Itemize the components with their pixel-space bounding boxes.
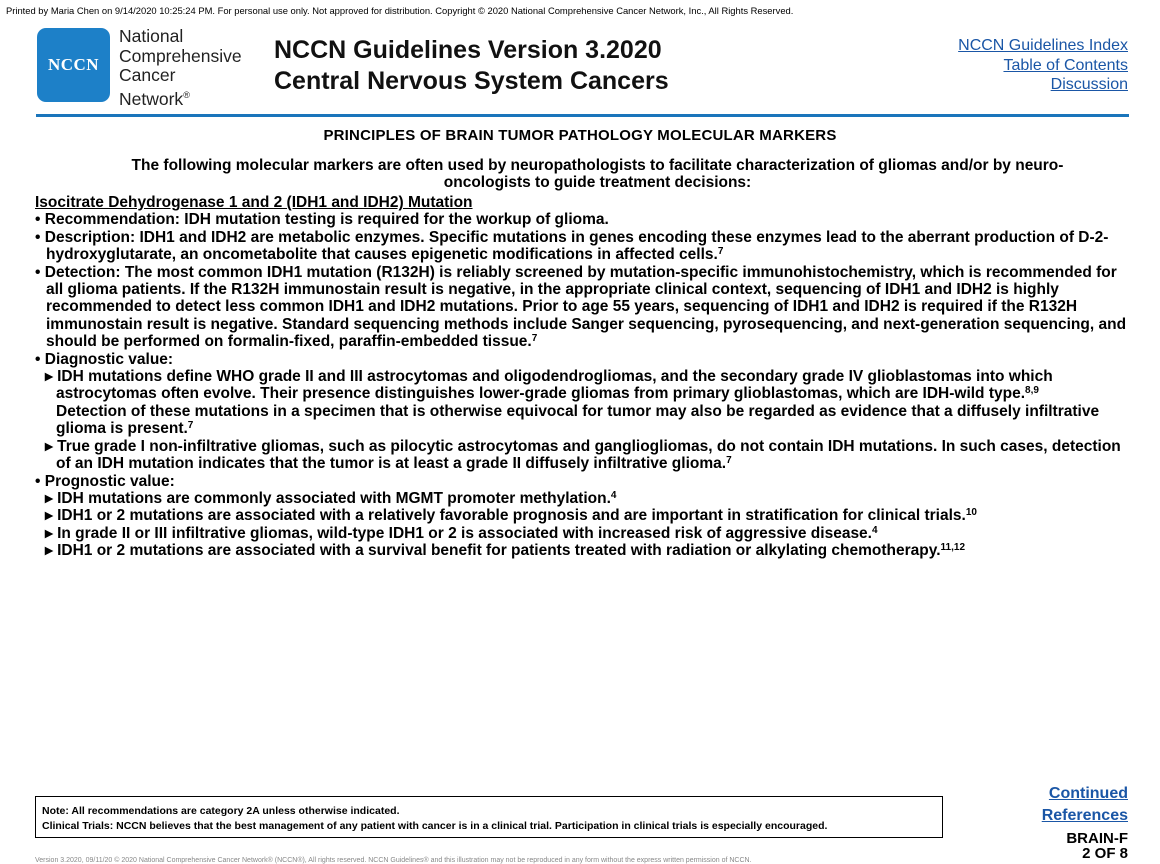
prognostic-item-1 [35, 490, 1135, 507]
note-clinical-trials: Clinical Trials: NCCN believes that the best management of any patient with cancer is in a clinical trial. Participation in clinical trials is especially encouraged. [42, 820, 828, 832]
logo-text: NCCN [47, 55, 100, 74]
title-topic: Central Nervous System Cancers [274, 67, 669, 95]
diagnostic-text-2: True grade I non-infiltrative gliomas, such as pilocytic astrocytomas and gangliogliomas, do not contain IDH mutations. In such cases, detection of an IDH mutation indicates that the tumor is at least a grade II diffusely infiltrative glioma. [56, 437, 1121, 473]
bullet-icon: • [35, 263, 41, 281]
detection-text: Detection: The most common IDH1 mutation (R132H) is reliably screened by mutation-specific immunohistochemistry, which is recommended for all glioma patients. If the R132H immunostain result is negative, in the appropriate clinical context, sequencing of IDH1 and IDH2 is highly recommended to detect less common IDH1 and IDH2 mutations. Prior to age 55 years, sequencing of IDH1 and IDH2 is required if the R132H immunostain result is negative. Standard sequencing methods include Sanger sequencing, pyrosequencing, and next-generation sequencing, and should be performed on formalin-fixed, paraffin-embedded tissue. [44, 263, 1127, 351]
prognostic-label-text: Prognostic value: [44, 472, 175, 490]
prognostic-item-2 [35, 507, 1135, 524]
bullet-icon: • [35, 211, 41, 229]
registered-mark: ® [183, 89, 190, 100]
reference-superscript: 8,9 [1025, 385, 1039, 397]
note-box [35, 796, 943, 838]
main-content [35, 194, 1135, 560]
reference-superscript: 4 [610, 489, 617, 501]
diagnostic-label [35, 351, 1135, 368]
reference-superscript: 11,12 [940, 542, 966, 554]
arrow-bullet-icon: ▸ [45, 437, 53, 455]
prognostic-text-2: IDH1 or 2 mutations are associated with a relatively favorable prognosis and are important in stratification for clinical trials. [57, 507, 966, 525]
print-notice: Printed by Maria Chen on 9/14/2020 10:25:24 PM. For personal use only. Not approved for distribution. Copyright © 2020 National Comprehensive Cancer Network, Inc., All Rights Reserved. [6, 5, 794, 16]
arrow-bullet-icon: ▸ [45, 489, 53, 507]
org-line-3: Cancer [119, 65, 176, 85]
recommendation-item [35, 211, 1135, 228]
reference-superscript: 10 [965, 507, 977, 519]
arrow-bullet-icon: ▸ [45, 542, 53, 560]
description-text: Description: IDH1 and IDH2 are metabolic enzymes. Specific mutations in genes encoding these enzymes lead to the aberrant production of D-2-hydroxyglutarate, an oncometabolite that causes epigenetic modifications in affected cells. [44, 228, 1109, 264]
copyright-footer: Version 3.2020, 09/11/20 © 2020 National Comprehensive Cancer Network® (NCCN®), All rights reserved. NCCN Guidelines® and this illustration may not be reproduced in any form without the express written permission of NCCN. [35, 857, 752, 864]
diagnostic-item-2 [35, 438, 1135, 473]
organization-name [119, 27, 242, 109]
continued-link[interactable]: Continued [1048, 785, 1128, 802]
prognostic-item-3 [35, 525, 1135, 542]
org-line-4 [119, 86, 242, 109]
idh-subheading: Isocitrate Dehydrogenase 1 and 2 (IDH1 and IDH2) Mutation [35, 194, 473, 211]
detection-item [35, 264, 1135, 351]
references-link[interactable]: References [1041, 807, 1128, 824]
diagnostic-text-1b: Detection of these mutations in a specimen that is otherwise equivocal for tumor may also be regarded as evidence that a diffusely infiltrative glioma is present. [56, 402, 1100, 438]
reference-superscript: 4 [872, 524, 878, 536]
guideline-title [274, 35, 669, 97]
prognostic-text-1: IDH mutations are commonly associated with MGMT promoter methylation. [57, 489, 611, 507]
arrow-bullet-icon: ▸ [45, 368, 53, 386]
bullet-icon: • [35, 350, 41, 368]
prognostic-text-3: In grade II or III infiltrative gliomas, wild-type IDH1 or 2 is associated with increased risk of aggressive disease. [57, 524, 872, 542]
reference-superscript: 7 [187, 420, 194, 432]
nccn-logo [37, 28, 110, 102]
footer-nav [1042, 783, 1128, 827]
arrow-bullet-icon: ▸ [45, 507, 53, 525]
org-line-4-text: Network [119, 88, 184, 109]
bullet-icon: • [35, 228, 41, 246]
reference-superscript: 7 [717, 246, 724, 258]
page-identifier [1066, 831, 1128, 861]
guidelines-index-link[interactable]: NCCN Guidelines Index [958, 37, 1128, 54]
table-of-contents-link[interactable]: Table of Contents [1003, 56, 1128, 74]
prognostic-label [35, 473, 1135, 490]
diagnostic-text-1a: IDH mutations define WHO grade II and III astrocytomas and oligodendrogliomas, and the secondary grade IV glioblastomas into which astrocytomas often evolve. Their presence distinguishes lower-grade gliomas from primary glioblastomas, which are IDH-wild type. [56, 368, 1053, 403]
header-nav [958, 36, 1128, 95]
reference-superscript: 7 [726, 455, 732, 467]
header-divider [36, 114, 1129, 117]
discussion-link[interactable]: Discussion [1050, 76, 1128, 94]
diagnostic-label-text: Diagnostic value: [44, 350, 174, 368]
diagnostic-item-1 [35, 368, 1135, 438]
org-line-1: National [119, 26, 184, 46]
bullet-icon: • [35, 472, 41, 490]
description-item [35, 229, 1135, 264]
section-title: PRINCIPLES OF BRAIN TUMOR PATHOLOGY MOLECULAR MARKERS [323, 127, 837, 144]
page-code: BRAIN-F [1066, 830, 1128, 847]
reference-superscript: 7 [531, 333, 538, 345]
intro-text: The following molecular markers are often used by neuropathologists to facilitate characterization of gliomas and/or by neuro-oncologists to guide treatment decisions: [131, 157, 1064, 191]
recommendation-text: Recommendation: IDH mutation testing is required for the workup of glioma. [44, 211, 609, 229]
title-version: NCCN Guidelines Version 3.2020 [274, 36, 662, 64]
arrow-bullet-icon: ▸ [45, 524, 53, 542]
note-category: Note: All recommendations are category 2A unless otherwise indicated. [42, 805, 400, 817]
page-number: 2 OF 8 [1082, 845, 1128, 862]
prognostic-item-4 [35, 542, 1135, 559]
org-line-2: Comprehensive [119, 45, 242, 66]
prognostic-text-4: IDH1 or 2 mutations are associated with a survival benefit for patients treated with radiation or alkylating chemotherapy. [57, 542, 941, 560]
